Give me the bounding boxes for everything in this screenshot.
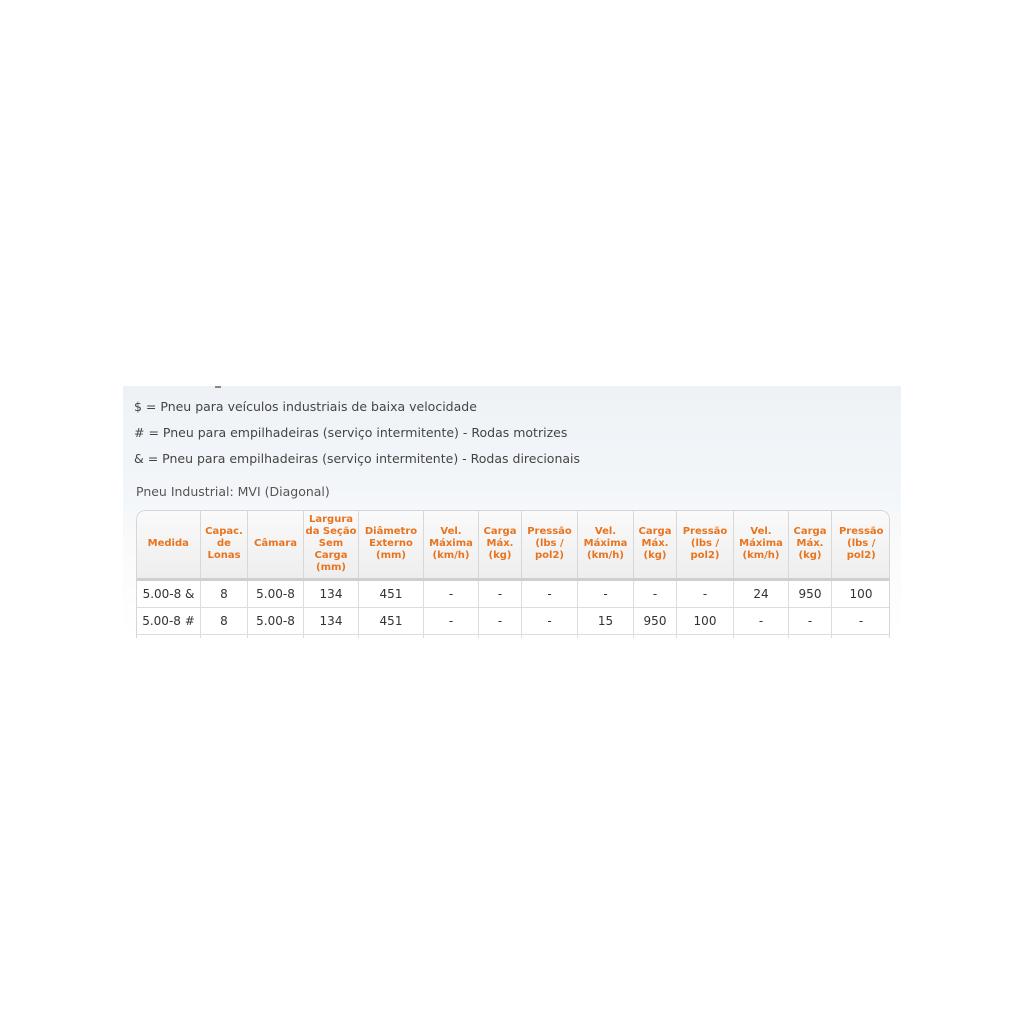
- spec-table-container: [136, 510, 890, 638]
- table-cell: -: [789, 608, 832, 635]
- table-cell: 24: [734, 580, 789, 608]
- table-cell: 5.00-8 #: [137, 608, 201, 635]
- table-cell: -: [479, 608, 522, 635]
- table-cell: [304, 635, 359, 639]
- table-cell: 134: [304, 580, 359, 608]
- table-cell: -: [479, 580, 522, 608]
- table-cell: 8: [201, 608, 248, 635]
- table-cell: -: [677, 580, 734, 608]
- table-cell: [137, 635, 201, 639]
- table-cell: -: [424, 608, 479, 635]
- table-cell: 8: [201, 580, 248, 608]
- legend-line-low-speed: $ = Pneu para veículos industriais de baixa velocidade: [134, 399, 477, 414]
- table-row: [137, 635, 891, 639]
- table-cell: [677, 635, 734, 639]
- table-cell: [832, 635, 891, 639]
- table-cell: [578, 635, 634, 639]
- header-pressao-2: Pressão (lbs / pol2): [677, 510, 734, 580]
- table-cell: 100: [832, 580, 891, 608]
- header-largura-secao: Largura da Seção Sem Carga (mm): [304, 510, 359, 580]
- table-title: Pneu Industrial: MVI (Diagonal): [136, 484, 330, 499]
- table-row: [137, 580, 891, 608]
- table-cell: 451: [359, 608, 424, 635]
- header-carga-max-3: Carga Máx. (kg): [789, 510, 832, 580]
- table-cell: 451: [359, 580, 424, 608]
- table-cell: -: [424, 580, 479, 608]
- table-cell: -: [634, 580, 677, 608]
- table-cell: [424, 635, 479, 639]
- header-medida: Medida: [137, 510, 201, 580]
- table-cell: [634, 635, 677, 639]
- header-carga-max-1: Carga Máx. (kg): [479, 510, 522, 580]
- table-cell: [522, 635, 578, 639]
- header-pressao-1: Pressão (lbs / pol2): [522, 510, 578, 580]
- header-vel-maxima-3: Vel. Máxima (km/h): [734, 510, 789, 580]
- table-cell: 15: [578, 608, 634, 635]
- table-row: [137, 608, 891, 635]
- table-cell: [201, 635, 248, 639]
- table-cell: [248, 635, 304, 639]
- header-carga-max-2: Carga Máx. (kg): [634, 510, 677, 580]
- legend-line-steer-wheels: & = Pneu para empilhadeiras (serviço intermitente) - Rodas direcionais: [134, 451, 581, 466]
- header-vel-maxima-2: Vel. Máxima (km/h): [578, 510, 634, 580]
- table-header-row: [137, 510, 891, 580]
- content-panel: [123, 386, 901, 638]
- table-cell: 950: [789, 580, 832, 608]
- table-cell: -: [578, 580, 634, 608]
- header-pressao-3: Pressão (lbs / pol2): [832, 510, 891, 580]
- header-capac-lonas: Capac. de Lonas: [201, 510, 248, 580]
- header-diametro-externo: Diâmetro Externo (mm): [359, 510, 424, 580]
- table-cell: 5.00-8: [248, 580, 304, 608]
- table-cell: -: [832, 608, 891, 635]
- cutoff-text-fragment: [215, 386, 221, 388]
- table-cell: [359, 635, 424, 639]
- table-cell: [734, 635, 789, 639]
- table-cell: 100: [677, 608, 734, 635]
- legend-line-drive-wheels: # = Pneu para empilhadeiras (serviço intermitente) - Rodas motrizes: [134, 425, 568, 440]
- table-cell: -: [522, 580, 578, 608]
- table-cell: [789, 635, 832, 639]
- header-vel-maxima-1: Vel. Máxima (km/h): [424, 510, 479, 580]
- table-cell: -: [522, 608, 578, 635]
- table-cell: -: [734, 608, 789, 635]
- table-cell: 5.00-8 &: [137, 580, 201, 608]
- spec-table: [136, 510, 890, 638]
- table-cell: [479, 635, 522, 639]
- table-cell: 950: [634, 608, 677, 635]
- table-cell: 5.00-8: [248, 608, 304, 635]
- table-cell: 134: [304, 608, 359, 635]
- header-camara: Câmara: [248, 510, 304, 580]
